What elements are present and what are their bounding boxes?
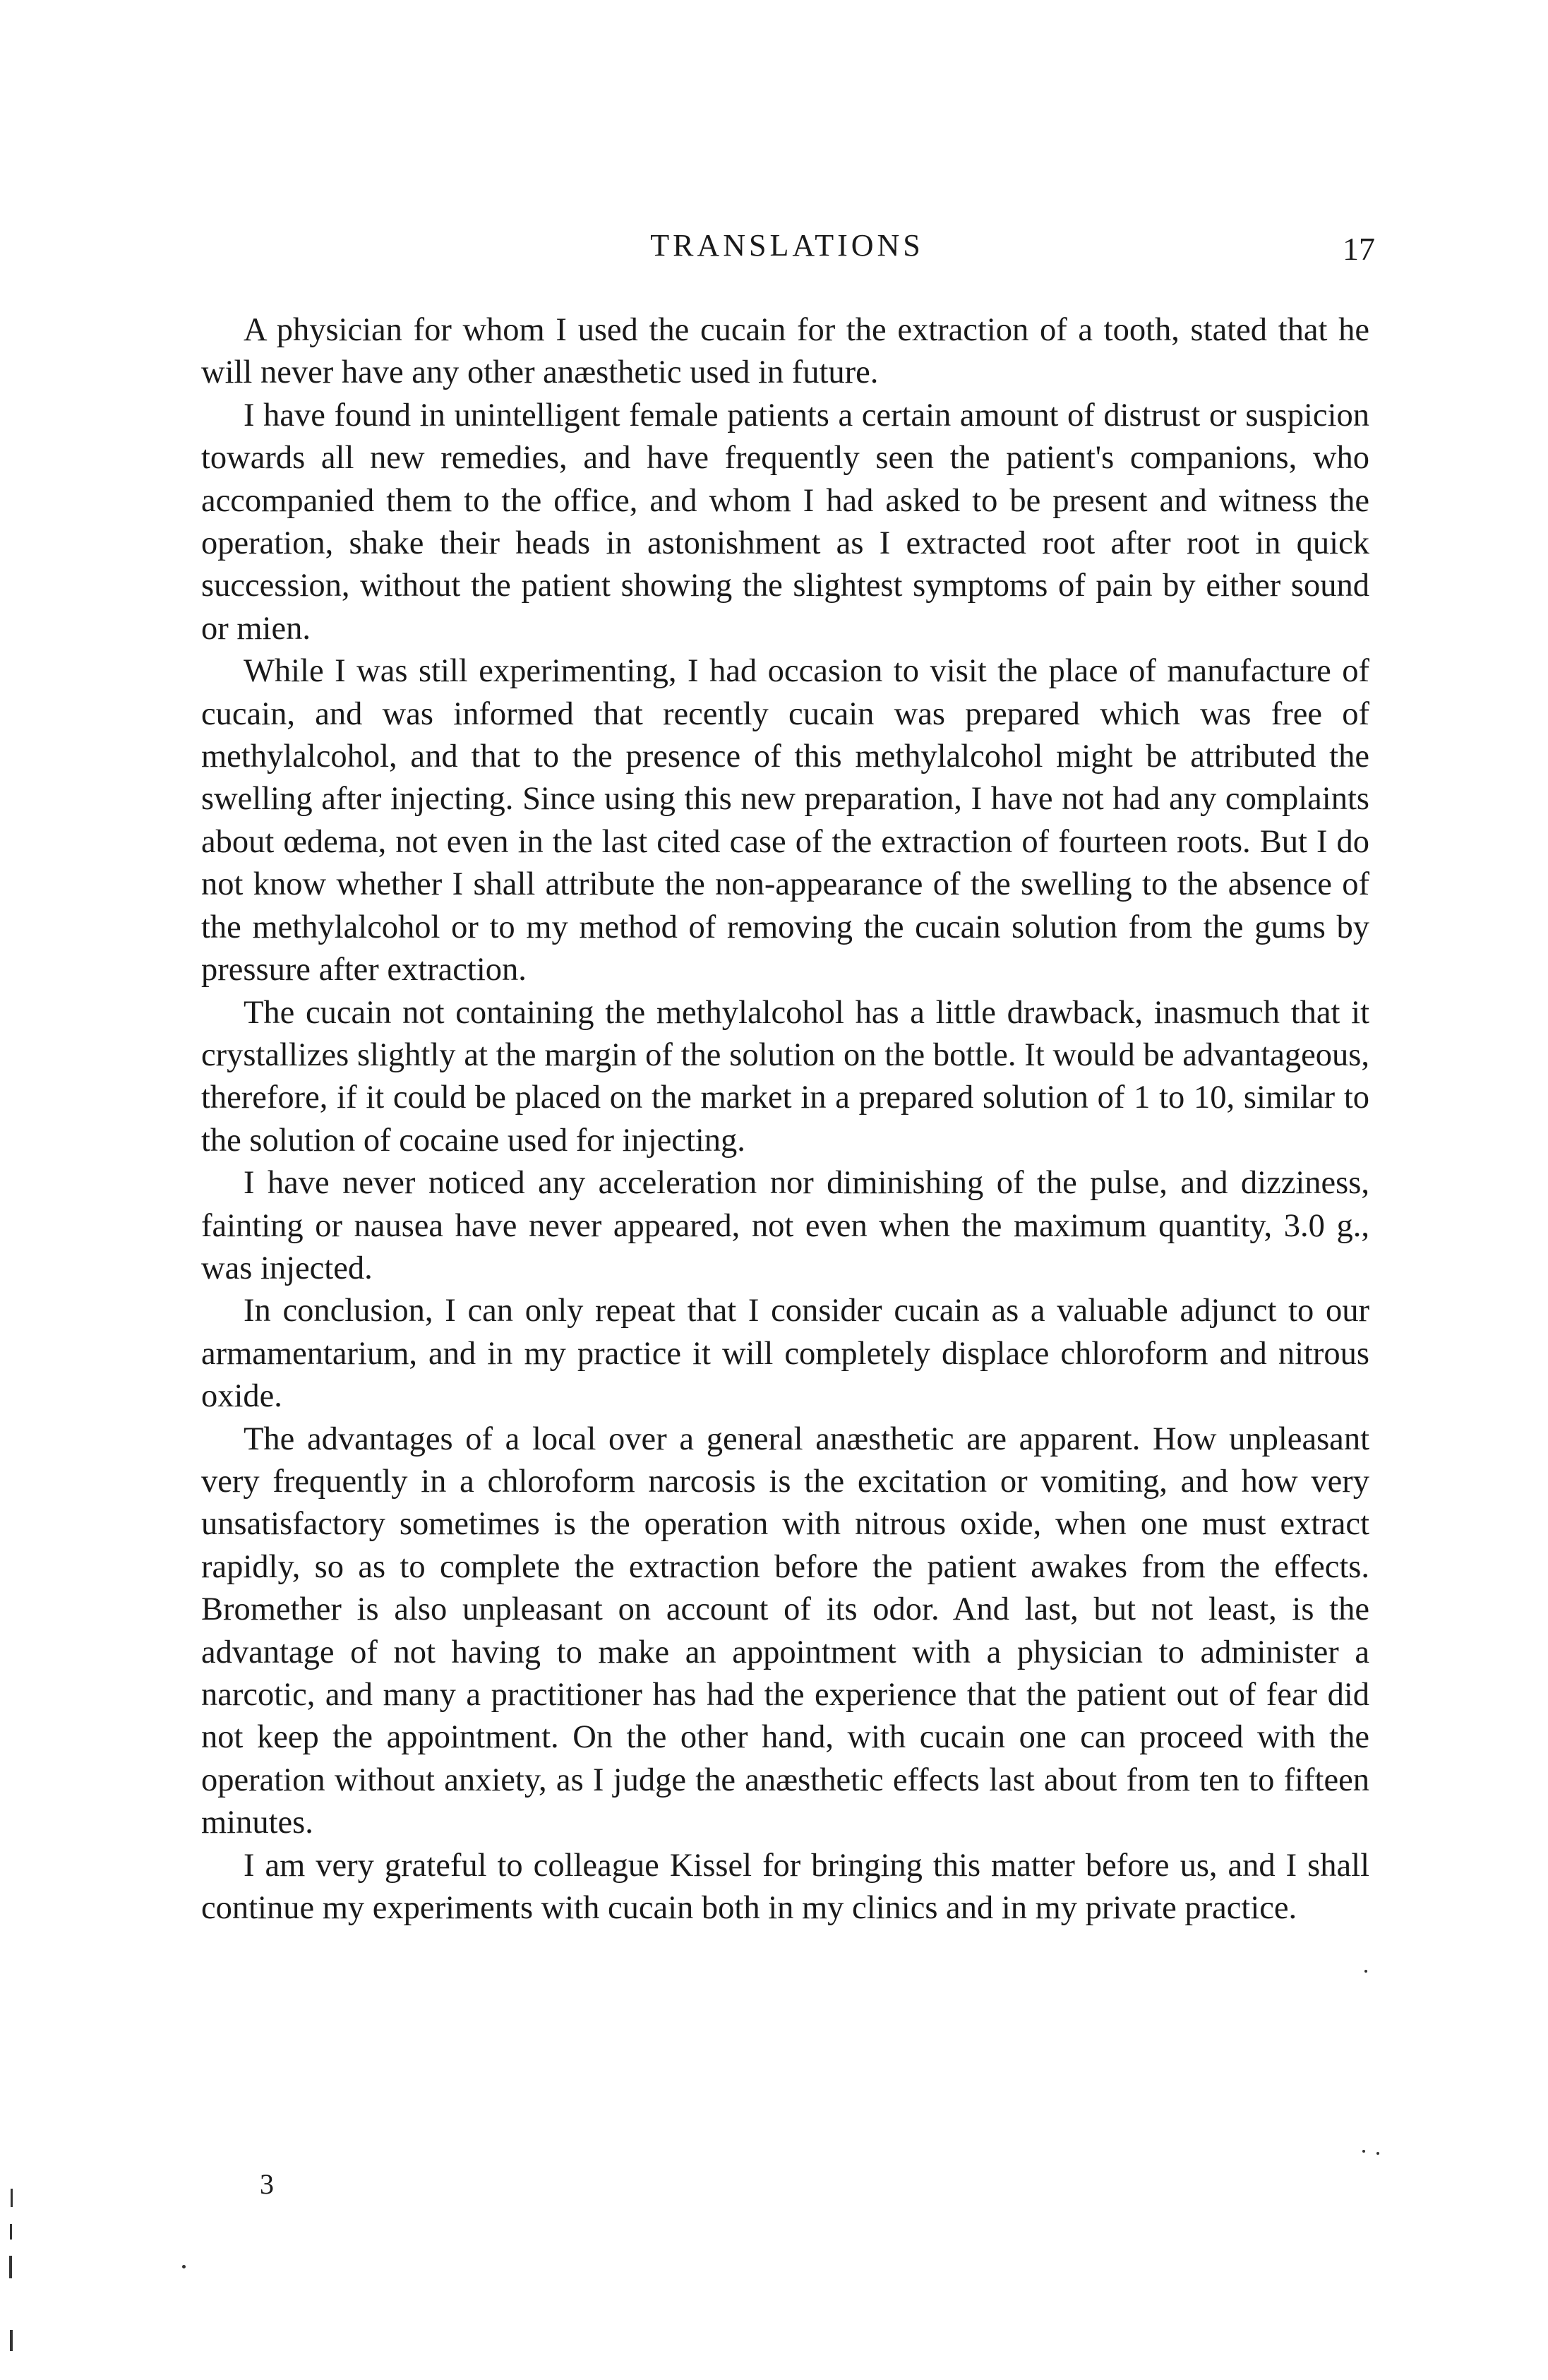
signature-mark: 3 <box>260 2168 274 2200</box>
paragraph: I am very grateful to colleague Kissel for bringing this matter before us, and I shall continue my experiments with cucain both in my clinics and in my private practice. <box>201 1847 1369 1927</box>
running-title: TRANSLATIONS <box>650 228 924 263</box>
body-text <box>201 309 1369 1930</box>
scan-speck <box>1376 2152 1379 2155</box>
page-number: 17 <box>1343 231 1375 267</box>
scan-speck <box>10 2224 12 2240</box>
paragraph: I have found in unintelligent female patients a certain amount of distrust or suspicion towards all new remedies, and have frequently seen the patient's companions, who accompanied them to the office, and whom I had asked to be present and witness the operation, shake their heads in astonishment as I extracted root after root in quick succession, without the patient showing the slightest symptoms of pain by either sound or mien. <box>201 397 1369 647</box>
scan-speck <box>182 2265 186 2268</box>
paragraph: While I was still experimenting, I had occasion to visit the place of manufacture of cucain, and was informed that recently cucain was prepared which was free of methylalcohol, and that to the presence of this methylalcohol might be attributed the swelling after injecting. Since using this new preparation, I have not had any complaints about œdema, not even in the last cited case of the extraction of fourteen roots. But I do not know whether I shall attribute the non-appearance of the swelling to the absence of the methylalcohol or to my method of removing the cucain solution from the gums by pressure after extraction. <box>201 653 1369 988</box>
running-head <box>205 225 1375 281</box>
scan-speck <box>9 2256 12 2278</box>
scan-speck <box>1364 1970 1367 1973</box>
paragraph: The cucain not containing the methylalcohol has a little drawback, inasmuch that it crystallizes slightly at the margin of the solution on the bottle. It would be advantageous, therefore, if it could be placed on the market in a prepared solution of 1 to 10, similar to the solution of cocaine used for injecting. <box>201 994 1369 1159</box>
scan-speck <box>10 2330 13 2351</box>
paragraph: In conclusion, I can only repeat that I consider cucain as a valuable adjunct to our armamentarium, and in my practice it will completely displace chloroform and nitrous oxide. <box>201 1293 1369 1415</box>
paragraph: A physician for whom I used the cucain for the extraction of a tooth, stated that he will never have any other anæsthetic used in future. <box>201 312 1369 391</box>
paragraph: The advantages of a local over a general anæsthetic are apparent. How unpleasant very frequently in a chloroform narcosis is the excitation or vomiting, and how very unsatisfactory sometimes is the operation with nitrous oxide, when one must extract rapidly, so as to complete the extraction before the patient awakes from the effects. Bromether is also unpleasant on account of its odor. And last, but not least, is the advantage of not having to make an appointment with a physician to administer a narcotic, and many a practitioner has had the experience that the patient out of fear did not keep the appointment. On the other hand, with cucain one can proceed with the operation without anxiety, as I judge the anæsthetic effects last about from ten to fifteen minutes. <box>201 1421 1369 1841</box>
paragraph: I have never noticed any acceleration nor diminishing of the pulse, and dizziness, fainting or nausea have never appeared, not even when the maximum quantity, 3.0 g., was injected. <box>201 1165 1369 1286</box>
scan-speck <box>11 2189 13 2207</box>
scan-speck <box>1362 2150 1365 2153</box>
